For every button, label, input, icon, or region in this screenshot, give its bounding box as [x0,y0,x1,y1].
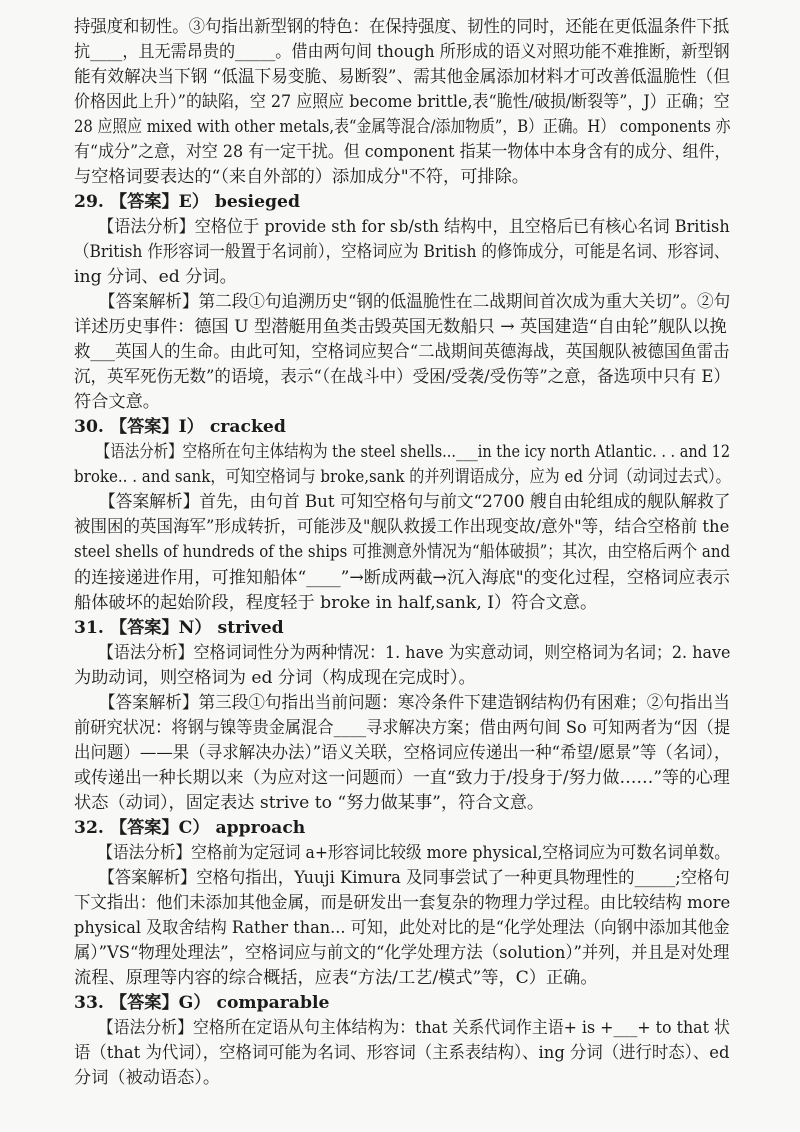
text-line: 能有效解决当下钢 “低温下易变脆、易断裂”、需其他金属添加材料才可改善低温脆性（但 [74,67,730,87]
text-line: 为助动词，则空格词为 ed 分词（构成现在完成时）。 [74,668,476,688]
text-line: 【语法分析】空格所在句主体结构为 the steel shells...___in the icy north Atlantic. . . and 12 [74,442,731,462]
text-line: 【语法分析】空格位于 provide sth for sb/sth 结构中，且空格后已有核心名词 British [74,217,730,237]
answer-heading: 33. 【答案】G） comparable [74,993,330,1013]
text-line: 被围困的英国海军”形成转折，可能涉及"舰队救援工作出现变故/意外"等，结合空格前 the [74,517,730,537]
text-line: 分词（被动语态）。 [74,1068,221,1088]
text-line: 价格因此上升）”的缺陷，空 27 应照应 become brittle,表“脆性/破损/断裂等”，J）正确；空 [74,92,730,112]
text-line: 【答案解析】第三段①句指出当前问题：寒冷条件下建造钢结构仍有困难；②句指出当 [74,693,730,713]
text-line: 语（that 为代词），空格词可能为名词、形容词（主系表结构）、ing 分词（进行时态）、ed [74,1043,730,1063]
answer-heading: 29. 【答案】E） besieged [74,192,300,212]
text-line: 与空格词要表达的“（来自外部的）添加成分"不符，可排除。 [74,167,529,187]
text-line: 抗____，且无需昂贵的_____。借由两句间 though 所形成的语义对照功能不难推断，新型钢 [74,42,730,62]
text-line: 符合文意。 [74,392,160,412]
text-line: 【答案解析】首先，由句首 But 可知空格句与前文“2700 艘自由轮组成的舰队解救了 [74,492,731,512]
text-line: 状态（动词），固定表达 strive to “努力做某事”，符合文意。 [74,793,545,813]
text-line: 的连接递进作用，可推知船体“____”→断成两截→沉入海底"的变化过程，空格词应表示 [74,568,730,588]
text-line: ing 分词、ed 分词。 [74,267,237,287]
text-line: 持强度和韧性。③句指出新型钢的特色：在保持强度、韧性的同时，还能在更低温条件下抵 [74,17,730,37]
text-line: 救___英国人的生命。由此可知，空格词应契合“二战期间英德海战，英国舰队被德国鱼雷击 [74,342,730,362]
text-line: 前研究状况：将钢与镍等贵金属混合____寻求解决方案；借由两句间 So 可知两者为“因（提 [74,718,731,738]
text-line: 或传递出一种长期以来（为应对这一问题而）一直“致力于/投身于/努力做……”等的心理 [74,768,730,788]
text-line: （British 作形容词一般置于名词前），空格词应为 British 的修饰成分，可能是名词、形容词、 [74,242,730,262]
answer-heading: 31. 【答案】N） strived [74,618,284,638]
text-line: 属）”VS“物理处理法”，空格词应与前文的“化学处理方法（solution）”并列，并且是对处理 [74,943,730,963]
text-line: 出问题）——果（寻求解决办法）”语义关联，空格词应传递出一种“希望/愿景”等（名词）， [74,743,731,763]
answer-heading: 32. 【答案】C） approach [74,818,306,838]
text-line: 沉，英军死伤无数”的语境，表示“（在战斗中）受困/受袭/受伤等”之意，备选项中只有 E） [74,367,730,387]
answer-heading: 30. 【答案】I） cracked [74,417,286,437]
text-line: physical 及取舍结构 Rather than... 可知，此处对比的是“化学处理法（向钢中添加其他金 [74,918,730,938]
text-line: 【答案解析】第二段①句追溯历史“钢的低温脆性在二战期间首次成为重大关切”。②句 [74,292,731,312]
text-line: 【答案解析】空格句指出，Yuuji Kimura 及同事尝试了一种更具物理性的_____;空格句 [74,868,730,888]
text-line: 有“成分”之意，对空 28 有一定干扰。但 component 指某一物体中本身含有的成分、组件， [74,142,731,162]
text-line: 【语法分析】空格前为定冠词 a+形容词比较级 more physical,空格词应为可数名词单数。 [74,843,730,863]
text-line: 28 应照应 mixed with other metals,表“金属等混合/添加物质”，B）正确。H） components 亦 [74,117,731,137]
text-line: 【语法分析】空格所在定语从句主体结构为：that 关系代词作主语+ is +___+ to that 状 [74,1018,730,1038]
text-line: steel shells of hundreds of the ships 可推测意外情况为“船体破损”；其次，由空格后两个 and [74,542,731,562]
text-line: 船体破坏的起始阶段，程度轻于 broke in half,sank, I）符合文意。 [74,593,598,613]
text-line: 详述历史事件：德国 U 型潜艇用鱼类击毁英国无数船只 → 英国建造“自由轮”舰队以挽 [74,317,727,337]
text-line: broke.. . and sank，可知空格词与 broke,sank 的并列谓语成分，应为 ed 分词（动词过去式）。 [74,467,731,487]
text-line: 流程、原理等内容的综合概括，应表“方法/工艺/模式”等，C）正确。 [74,968,598,988]
text-line: 下文指出：他们未添加其他金属，而是研发出一套复杂的物理力学过程。由比较结构 more [74,893,731,913]
text-line: 【语法分析】空格词词性分为两种情况：1. have 为实意动词，则空格词为名词；2. have [74,643,731,663]
